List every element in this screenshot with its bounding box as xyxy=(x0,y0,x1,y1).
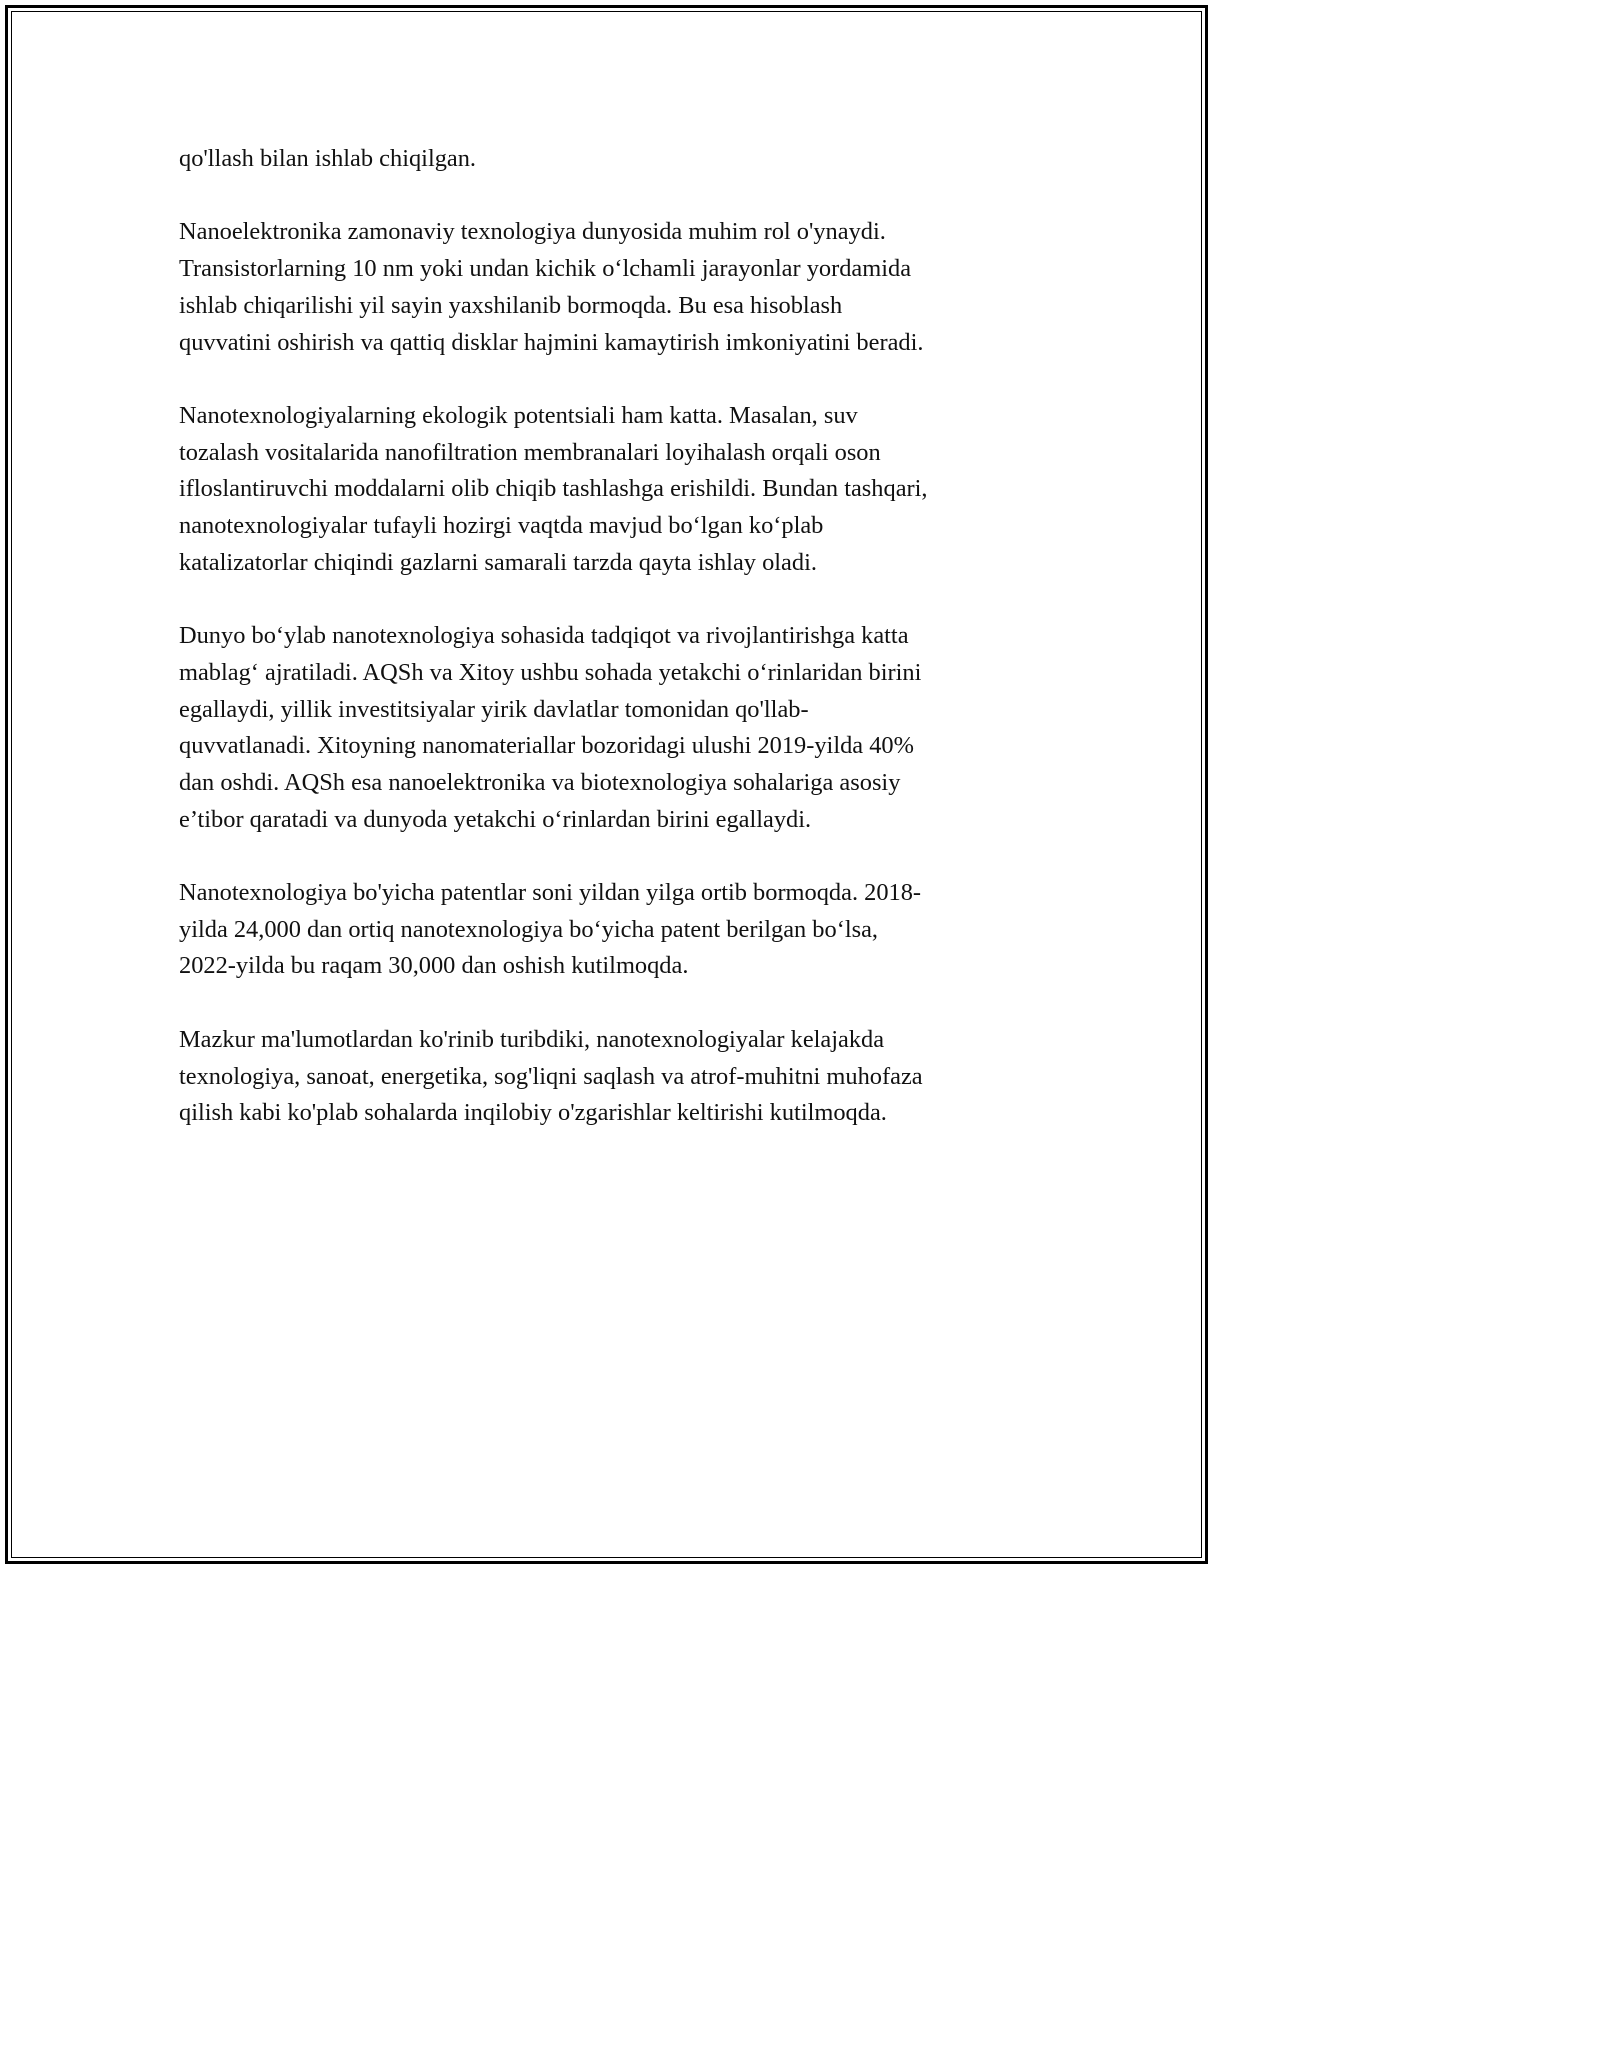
text-line: texnologiya, sanoat, energetika, sog'liqni saqlash va atrof-muhitni muhofaza xyxy=(179,1062,923,1090)
text-line: katalizatorlar chiqindi gazlarni samarali tarzda qayta ishlay oladi. xyxy=(179,548,817,576)
text-line: ishlab chiqarilishi yil sayin yaxshilanib bormoqda. Bu esa hisoblash xyxy=(179,291,843,319)
paragraph-ecology xyxy=(179,398,1039,582)
text-line: Nanoelektronika zamonaviy texnologiya dunyosida muhim rol o'ynaydi. xyxy=(179,218,886,246)
text-line: quvvatini oshirish va qattiq disklar hajmini kamaytirish imkoniyatini beradi. xyxy=(179,328,924,356)
text-line: tozalash vositalarida nanofiltration membranalari loyihalash orqali oson xyxy=(179,438,881,466)
text-line: Dunyo bo‘ylab nanotexnologiya sohasida tadqiqot va rivojlantirishga katta xyxy=(179,622,909,650)
text-line: e’tibor qaratadi va dunyoda yetakchi o‘rinlardan birini egallaydi. xyxy=(179,805,812,833)
text-line: Nanotexnologiya bo'yicha patentlar soni yildan yilga ortib bormoqda. 2018- xyxy=(179,879,922,906)
text-line: Nanotexnologiyalarning ekologik potentsiali ham katta. Masalan, suv xyxy=(179,401,858,429)
text-line: egallaydi, yillik investitsiyalar yirik davlatlar tomonidan qo'llab- xyxy=(179,695,809,723)
text-line: Mazkur ma'lumotlardan ko'rinib turibdiki, nanotexnologiyalar kelajakda xyxy=(179,1025,885,1053)
paragraph-conclusion xyxy=(179,1022,1039,1132)
text-line: dan oshdi. AQSh esa nanoelektronika va biotexnologiya sohalariga asosiy xyxy=(179,768,901,796)
text-line: qilish kabi ko'plab sohalarda inqilobiy o'zgarishlar keltirishi kutilmoqda. xyxy=(179,1099,887,1127)
paragraph-nanoelectronics xyxy=(179,214,1039,361)
paragraph-patents xyxy=(179,875,1039,985)
document-body xyxy=(179,141,1039,1169)
paragraph-continuation xyxy=(179,141,1039,178)
text-line: Transistorlarning 10 nm yoki undan kichik o‘lchamli jarayonlar yordamida xyxy=(179,255,912,283)
text-line: quvvatlanadi. Xitoyning nanomateriallar bozoridagi ulushi 2019-yilda 40% xyxy=(179,732,914,760)
text-line: 2022-yilda bu raqam 30,000 dan oshish kutilmoqda. xyxy=(179,952,689,980)
text-line: yilda 24,000 dan ortiq nanotexnologiya bo‘yicha patent berilgan bo‘lsa, xyxy=(179,915,879,943)
text-line: nanotexnologiyalar tufayli hozirgi vaqtda mavjud bo‘lgan ko‘plab xyxy=(179,512,824,539)
paragraph-investment xyxy=(179,618,1039,838)
text-line: mablag‘ ajratiladi. AQSh va Xitoy ushbu sohada yetakchi o‘rinlaridan birini xyxy=(179,658,922,686)
text-line: qo'llash bilan ishlab chiqilgan. xyxy=(179,145,477,172)
text-line: ifloslantiruvchi moddalarni olib chiqib tashlashga erishildi. Bundan tashqari, xyxy=(179,475,928,503)
